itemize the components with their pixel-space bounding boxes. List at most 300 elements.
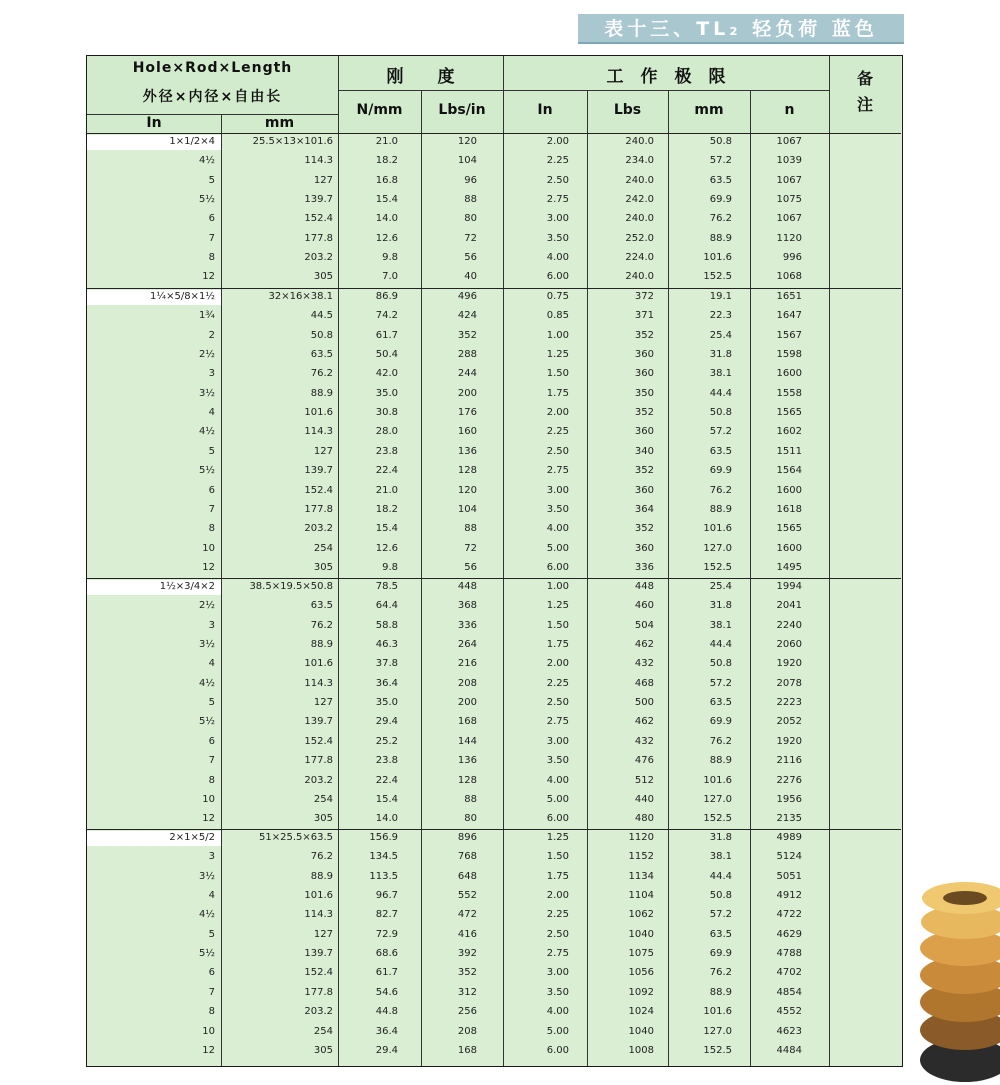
cell-lbs-in: 472 — [457, 909, 477, 921]
cell-size-in: 6 — [208, 213, 215, 225]
cell-size-in: 4½ — [198, 677, 215, 689]
cell-limit-lbs: 240.0 — [625, 174, 654, 186]
cell-size-mm: 76.2 — [310, 851, 333, 863]
cell-limit-mm: 69.9 — [709, 948, 732, 960]
cell-size-mm: 152.4 — [304, 967, 333, 979]
cell-size-in: 8 — [208, 252, 215, 264]
cell-limit-mm: 88.9 — [709, 986, 732, 998]
cell-limit-mm: 76.2 — [709, 213, 732, 225]
cell-size-mm: 76.2 — [310, 619, 333, 631]
cell-limit-lbs: 372 — [634, 291, 654, 302]
spec-table — [86, 55, 903, 1067]
cell-limit-mm: 57.2 — [709, 426, 732, 438]
cell-lbs-in: 208 — [457, 1025, 477, 1037]
cell-limit-n: 1075 — [776, 194, 802, 206]
cell-limit-lbs: 234.0 — [625, 155, 654, 167]
cell-size-in: 12 — [202, 561, 215, 573]
cell-limit-n: 4484 — [776, 1044, 802, 1056]
cell-limit-in: 2.00 — [546, 658, 569, 670]
cell-size-in: 5½ — [198, 716, 215, 728]
cell-n-mm: 23.8 — [375, 755, 398, 767]
cell-limit-mm: 25.4 — [709, 581, 732, 592]
cell-limit-in: 4.00 — [546, 1006, 569, 1018]
cell-limit-mm: 57.2 — [709, 677, 732, 689]
cell-limit-mm: 31.8 — [709, 600, 732, 612]
cell-limit-mm: 22.3 — [709, 310, 732, 322]
cell-limit-in: 5.00 — [546, 793, 569, 805]
cell-limit-mm: 38.1 — [709, 619, 732, 631]
cell-limit-n: 1565 — [776, 523, 802, 535]
cell-lbs-in: 88 — [464, 793, 477, 805]
cell-size-mm: 152.4 — [304, 484, 333, 496]
cell-limit-n: 1598 — [776, 349, 802, 361]
cell-limit-in: 4.00 — [546, 252, 569, 264]
cell-lbs-in: 496 — [457, 291, 477, 302]
cell-size-mm: 177.8 — [304, 503, 333, 515]
cell-limit-in: 2.00 — [546, 407, 569, 419]
remarks-header: 备 注 — [856, 69, 873, 114]
cell-lbs-in: 368 — [457, 600, 477, 612]
cell-limit-n: 1600 — [776, 484, 802, 496]
cell-n-mm: 9.8 — [382, 561, 398, 573]
cell-limit-lbs: 224.0 — [625, 252, 654, 264]
cell-n-mm: 12.6 — [375, 542, 398, 554]
cell-lbs-in: 288 — [457, 349, 477, 361]
cell-n-mm: 78.5 — [375, 581, 398, 592]
cell-limit-lbs: 1104 — [628, 890, 654, 902]
cell-n-mm: 18.2 — [375, 155, 398, 167]
cell-limit-lbs: 340 — [634, 445, 654, 457]
cell-limit-lbs: 360 — [634, 349, 654, 361]
cell-lbs-in: 352 — [457, 329, 477, 341]
cell-size-in: 7 — [208, 232, 215, 244]
cell-size-mm: 139.7 — [304, 948, 333, 960]
cell-lbs-in: 168 — [457, 716, 477, 728]
cell-size-in: 2×1×5/2 — [169, 832, 215, 843]
cell-limit-n: 4788 — [776, 948, 802, 960]
cell-limit-mm: 69.9 — [709, 194, 732, 206]
cell-limit-in: 2.00 — [546, 890, 569, 902]
cell-size-mm: 305 — [313, 561, 333, 573]
cell-limit-mm: 50.8 — [709, 658, 732, 670]
cell-limit-mm: 38.1 — [709, 368, 732, 380]
cell-limit-mm: 88.9 — [709, 232, 732, 244]
cell-limit-in: 1.25 — [546, 600, 569, 612]
cell-n-mm: 36.4 — [375, 677, 398, 689]
cell-size-in: 7 — [208, 503, 215, 515]
stiffness-header: 刚 度 — [386, 67, 455, 87]
cell-limit-n: 1600 — [776, 368, 802, 380]
cell-limit-mm: 50.8 — [709, 136, 732, 147]
cell-lbs-in: 552 — [457, 890, 477, 902]
cell-limit-in: 2.25 — [546, 426, 569, 438]
cell-limit-in: 1.00 — [546, 329, 569, 341]
cell-limit-in: 3.50 — [546, 986, 569, 998]
cell-limit-mm: 101.6 — [703, 774, 732, 786]
cell-limit-in: 1.50 — [546, 368, 569, 380]
cell-limit-in: 3.00 — [546, 735, 569, 747]
cell-limit-n: 4702 — [776, 967, 802, 979]
cell-limit-in: 2.75 — [546, 948, 569, 960]
cell-limit-mm: 88.9 — [709, 503, 732, 515]
cell-n-mm: 35.0 — [375, 697, 398, 709]
cell-limit-in: 2.50 — [546, 445, 569, 457]
cell-lbs-in: 336 — [457, 619, 477, 631]
cell-n-mm: 61.7 — [375, 329, 398, 341]
cell-limit-lbs: 240.0 — [625, 213, 654, 225]
cell-size-mm: 114.3 — [304, 909, 333, 921]
cell-limit-mm: 50.8 — [709, 407, 732, 419]
cell-limit-mm: 69.9 — [709, 465, 732, 477]
cell-lbs-in: 96 — [464, 174, 477, 186]
cell-limit-n: 1067 — [776, 213, 802, 225]
cell-limit-n: 2276 — [776, 774, 802, 786]
table-title: 表十三、TL₂ 轻负荷 蓝色 — [578, 14, 904, 44]
cell-size-mm: 203.2 — [304, 1006, 333, 1018]
cell-limit-lbs: 476 — [634, 755, 654, 767]
cell-limit-mm: 101.6 — [703, 252, 732, 264]
cell-limit-n: 1920 — [776, 658, 802, 670]
cell-limit-in: 2.75 — [546, 194, 569, 206]
cell-limit-in: 6.00 — [546, 271, 569, 283]
cell-size-mm: 139.7 — [304, 465, 333, 477]
cell-limit-n: 1994 — [776, 581, 802, 592]
cell-size-mm: 254 — [313, 1025, 333, 1037]
cell-size-mm: 63.5 — [310, 600, 333, 612]
cell-size-in: 5 — [208, 174, 215, 186]
cell-size-in: 4 — [208, 890, 215, 902]
cell-limit-in: 6.00 — [546, 561, 569, 573]
cell-lbs-in: 120 — [457, 136, 477, 147]
cell-limit-lbs: 360 — [634, 368, 654, 380]
cell-size-in: 5½ — [198, 465, 215, 477]
cell-n-mm: 29.4 — [375, 716, 398, 728]
cell-lbs-in: 200 — [457, 387, 477, 399]
cell-lbs-in: 104 — [457, 503, 477, 515]
cell-limit-in: 2.25 — [546, 909, 569, 921]
cell-limit-lbs: 432 — [634, 658, 654, 670]
cell-limit-n: 4552 — [776, 1006, 802, 1018]
cell-limit-mm: 88.9 — [709, 755, 732, 767]
cell-limit-mm: 76.2 — [709, 484, 732, 496]
cell-size-mm: 76.2 — [310, 368, 333, 380]
cell-size-in: 7 — [208, 755, 215, 767]
cell-size-in: 4 — [208, 407, 215, 419]
cell-size-in: 4½ — [198, 426, 215, 438]
cell-size-in: 12 — [202, 813, 215, 825]
cell-lbs-in: 448 — [457, 581, 477, 592]
cell-n-mm: 50.4 — [375, 349, 398, 361]
cell-size-in: 3 — [208, 368, 215, 380]
cell-limit-n: 1567 — [776, 329, 802, 341]
cell-size-mm: 63.5 — [310, 349, 333, 361]
cell-size-in: 10 — [202, 542, 215, 554]
cell-n-mm: 14.0 — [375, 813, 398, 825]
cell-limit-lbs: 440 — [634, 793, 654, 805]
cell-limit-in: 2.25 — [546, 677, 569, 689]
cell-limit-mm: 44.4 — [709, 387, 732, 399]
size-header-en: Hole×Rod×Length — [132, 60, 293, 76]
cell-size-mm: 177.8 — [304, 755, 333, 767]
cell-limit-mm: 76.2 — [709, 967, 732, 979]
cell-size-mm: 114.3 — [304, 155, 333, 167]
cell-limit-in: 4.00 — [546, 774, 569, 786]
cell-lbs-in: 352 — [457, 967, 477, 979]
cell-size-in: 12 — [202, 271, 215, 283]
cell-limit-in: 0.85 — [546, 310, 569, 322]
cell-limit-mm: 63.5 — [709, 445, 732, 457]
cell-n-mm: 156.9 — [369, 832, 398, 843]
cell-n-mm: 22.4 — [375, 774, 398, 786]
cell-size-mm: 203.2 — [304, 252, 333, 264]
cell-n-mm: 74.2 — [375, 310, 398, 322]
cell-n-mm: 58.8 — [375, 619, 398, 631]
cell-limit-mm: 57.2 — [709, 909, 732, 921]
cell-lbs-in: 120 — [457, 484, 477, 496]
cell-n-mm: 46.3 — [375, 639, 398, 651]
cell-size-in: 12 — [202, 1044, 215, 1056]
cell-limit-lbs: 352 — [634, 465, 654, 477]
cell-n-mm: 25.2 — [375, 735, 398, 747]
cell-limit-mm: 152.5 — [703, 813, 732, 825]
cell-limit-mm: 31.8 — [709, 832, 732, 843]
cell-limit-lbs: 432 — [634, 735, 654, 747]
cell-lbs-in: 648 — [457, 870, 477, 882]
cell-lbs-in: 312 — [457, 986, 477, 998]
cell-limit-n: 1039 — [776, 155, 802, 167]
cell-limit-mm: 31.8 — [709, 349, 732, 361]
cell-limit-n: 4912 — [776, 890, 802, 902]
cell-lbs-in: 80 — [464, 213, 477, 225]
cell-limit-n: 1651 — [776, 291, 802, 302]
cell-limit-mm: 25.4 — [709, 329, 732, 341]
cell-limit-in: 6.00 — [546, 1044, 569, 1056]
cell-n-mm: 12.6 — [375, 232, 398, 244]
cell-size-in: 10 — [202, 1025, 215, 1037]
cell-limit-n: 1558 — [776, 387, 802, 399]
cell-n-mm: 28.0 — [375, 426, 398, 438]
cell-limit-in: 1.25 — [546, 832, 569, 843]
cell-size-mm: 51×25.5×63.5 — [258, 832, 333, 843]
cell-size-in: 1¾ — [198, 310, 215, 322]
cell-size-in: 3 — [208, 619, 215, 631]
cell-lbs-in: 144 — [457, 735, 477, 747]
col-header-mm: mm — [264, 115, 295, 131]
cell-size-mm: 114.3 — [304, 677, 333, 689]
cell-limit-n: 5051 — [776, 870, 802, 882]
cell-limit-mm: 101.6 — [703, 1006, 732, 1018]
cell-limit-n: 2135 — [776, 813, 802, 825]
cell-limit-lbs: 1056 — [628, 967, 654, 979]
cell-limit-lbs: 1062 — [628, 909, 654, 921]
cell-limit-mm: 57.2 — [709, 155, 732, 167]
cell-limit-lbs: 460 — [634, 600, 654, 612]
cell-limit-lbs: 240.0 — [625, 271, 654, 283]
cell-lbs-in: 136 — [457, 445, 477, 457]
cell-lbs-in: 244 — [457, 368, 477, 380]
cell-size-in: 1½×3/4×2 — [159, 581, 215, 592]
cell-n-mm: 14.0 — [375, 213, 398, 225]
cell-limit-in: 3.50 — [546, 232, 569, 244]
cell-limit-mm: 44.4 — [709, 870, 732, 882]
cell-limit-in: 2.75 — [546, 465, 569, 477]
cell-limit-lbs: 468 — [634, 677, 654, 689]
cell-limit-mm: 127.0 — [703, 1025, 732, 1037]
cell-limit-mm: 63.5 — [709, 928, 732, 940]
cell-n-mm: 7.0 — [382, 271, 398, 283]
cell-size-mm: 152.4 — [304, 735, 333, 747]
cell-n-mm: 22.4 — [375, 465, 398, 477]
cell-n-mm: 64.4 — [375, 600, 398, 612]
cell-size-in: 2 — [208, 329, 215, 341]
col-header-lbs-in: Lbs/in — [438, 102, 486, 118]
cell-n-mm: 16.8 — [375, 174, 398, 186]
cell-size-in: 5½ — [198, 194, 215, 206]
cell-size-mm: 25.5×13×101.6 — [252, 136, 333, 147]
cell-limit-in: 2.75 — [546, 716, 569, 728]
cell-limit-n: 996 — [782, 252, 802, 264]
cell-n-mm: 35.0 — [375, 387, 398, 399]
cell-lbs-in: 256 — [457, 1006, 477, 1018]
cell-limit-n: 1920 — [776, 735, 802, 747]
cell-limit-lbs: 352 — [634, 523, 654, 535]
cell-size-mm: 177.8 — [304, 986, 333, 998]
cell-limit-lbs: 352 — [634, 407, 654, 419]
cell-n-mm: 44.8 — [375, 1006, 398, 1018]
cell-size-mm: 127 — [313, 174, 333, 186]
cell-limit-n: 4623 — [776, 1025, 802, 1037]
cell-size-mm: 139.7 — [304, 716, 333, 728]
cell-limit-in: 6.00 — [546, 813, 569, 825]
cell-limit-in: 3.50 — [546, 503, 569, 515]
cell-limit-n: 2240 — [776, 619, 802, 631]
cell-n-mm: 23.8 — [375, 445, 398, 457]
cell-size-mm: 88.9 — [310, 387, 333, 399]
spring-image — [920, 882, 1000, 1082]
cell-lbs-in: 416 — [457, 928, 477, 940]
cell-lbs-in: 136 — [457, 755, 477, 767]
col-header-limit-lbs: Lbs — [613, 102, 642, 118]
cell-limit-lbs: 1024 — [628, 1006, 654, 1018]
cell-size-mm: 254 — [313, 793, 333, 805]
cell-limit-lbs: 1152 — [628, 851, 654, 863]
cell-size-mm: 305 — [313, 1044, 333, 1056]
cell-size-mm: 139.7 — [304, 194, 333, 206]
cell-limit-mm: 50.8 — [709, 890, 732, 902]
cell-n-mm: 15.4 — [375, 194, 398, 206]
col-header-in: In — [146, 115, 162, 131]
cell-lbs-in: 208 — [457, 677, 477, 689]
cell-limit-mm: 63.5 — [709, 697, 732, 709]
cell-size-mm: 32×16×38.1 — [268, 291, 333, 302]
cell-limit-mm: 44.4 — [709, 639, 732, 651]
cell-limit-in: 1.75 — [546, 870, 569, 882]
cell-size-mm: 38.5×19.5×50.8 — [249, 581, 333, 592]
cell-limit-mm: 101.6 — [703, 523, 732, 535]
cell-size-mm: 203.2 — [304, 523, 333, 535]
cell-size-in: 8 — [208, 1006, 215, 1018]
col-divider — [829, 56, 830, 1066]
cell-size-in: 3½ — [198, 639, 215, 651]
cell-limit-n: 1120 — [776, 232, 802, 244]
cell-size-in: 5 — [208, 928, 215, 940]
cell-size-in: 3 — [208, 851, 215, 863]
group-separator — [87, 288, 901, 289]
cell-limit-mm: 19.1 — [709, 291, 732, 302]
cell-n-mm: 9.8 — [382, 252, 398, 264]
group-separator — [87, 578, 901, 579]
col-header-limit-n: n — [784, 102, 795, 118]
cell-n-mm: 86.9 — [375, 291, 398, 302]
cell-lbs-in: 56 — [464, 252, 477, 264]
cell-lbs-in: 200 — [457, 697, 477, 709]
cell-limit-lbs: 504 — [634, 619, 654, 631]
cell-limit-mm: 76.2 — [709, 735, 732, 747]
cell-limit-lbs: 1134 — [628, 870, 654, 882]
cell-size-in: 4 — [208, 658, 215, 670]
cell-limit-lbs: 1040 — [628, 928, 654, 940]
cell-lbs-in: 216 — [457, 658, 477, 670]
cell-size-in: 10 — [202, 793, 215, 805]
cell-limit-n: 2060 — [776, 639, 802, 651]
cell-limit-lbs: 500 — [634, 697, 654, 709]
cell-size-in: 3½ — [198, 870, 215, 882]
cell-size-mm: 101.6 — [304, 658, 333, 670]
cell-n-mm: 68.6 — [375, 948, 398, 960]
cell-size-in: 5½ — [198, 948, 215, 960]
cell-limit-lbs: 448 — [634, 581, 654, 592]
col-header-limit-in: In — [537, 102, 553, 118]
cell-limit-lbs: 252.0 — [625, 232, 654, 244]
cell-size-mm: 101.6 — [304, 407, 333, 419]
cell-limit-lbs: 352 — [634, 329, 654, 341]
cell-size-in: 3½ — [198, 387, 215, 399]
header-divider — [338, 90, 829, 91]
cell-n-mm: 61.7 — [375, 967, 398, 979]
cell-size-mm: 114.3 — [304, 426, 333, 438]
cell-size-mm: 88.9 — [310, 639, 333, 651]
work-limit-header: 工 作 极 限 — [606, 67, 726, 87]
cell-limit-lbs: 1092 — [628, 986, 654, 998]
cell-limit-n: 1565 — [776, 407, 802, 419]
cell-size-mm: 305 — [313, 271, 333, 283]
cell-limit-mm: 127.0 — [703, 793, 732, 805]
cell-limit-mm: 69.9 — [709, 716, 732, 728]
cell-limit-in: 1.50 — [546, 851, 569, 863]
cell-n-mm: 134.5 — [369, 851, 398, 863]
cell-lbs-in: 768 — [457, 851, 477, 863]
cell-size-mm: 50.8 — [310, 329, 333, 341]
cell-n-mm: 30.8 — [375, 407, 398, 419]
cell-size-in: 6 — [208, 484, 215, 496]
cell-limit-n: 1067 — [776, 174, 802, 186]
cell-lbs-in: 128 — [457, 774, 477, 786]
cell-limit-in: 1.50 — [546, 619, 569, 631]
cell-lbs-in: 128 — [457, 465, 477, 477]
cell-lbs-in: 72 — [464, 542, 477, 554]
cell-size-mm: 127 — [313, 928, 333, 940]
cell-limit-n: 1600 — [776, 542, 802, 554]
cell-limit-lbs: 1040 — [628, 1025, 654, 1037]
cell-n-mm: 29.4 — [375, 1044, 398, 1056]
cell-size-mm: 152.4 — [304, 213, 333, 225]
cell-limit-in: 5.00 — [546, 542, 569, 554]
cell-limit-n: 2052 — [776, 716, 802, 728]
cell-n-mm: 82.7 — [375, 909, 398, 921]
cell-lbs-in: 72 — [464, 232, 477, 244]
cell-limit-n: 4989 — [776, 832, 802, 843]
cell-limit-n: 1495 — [776, 561, 802, 573]
